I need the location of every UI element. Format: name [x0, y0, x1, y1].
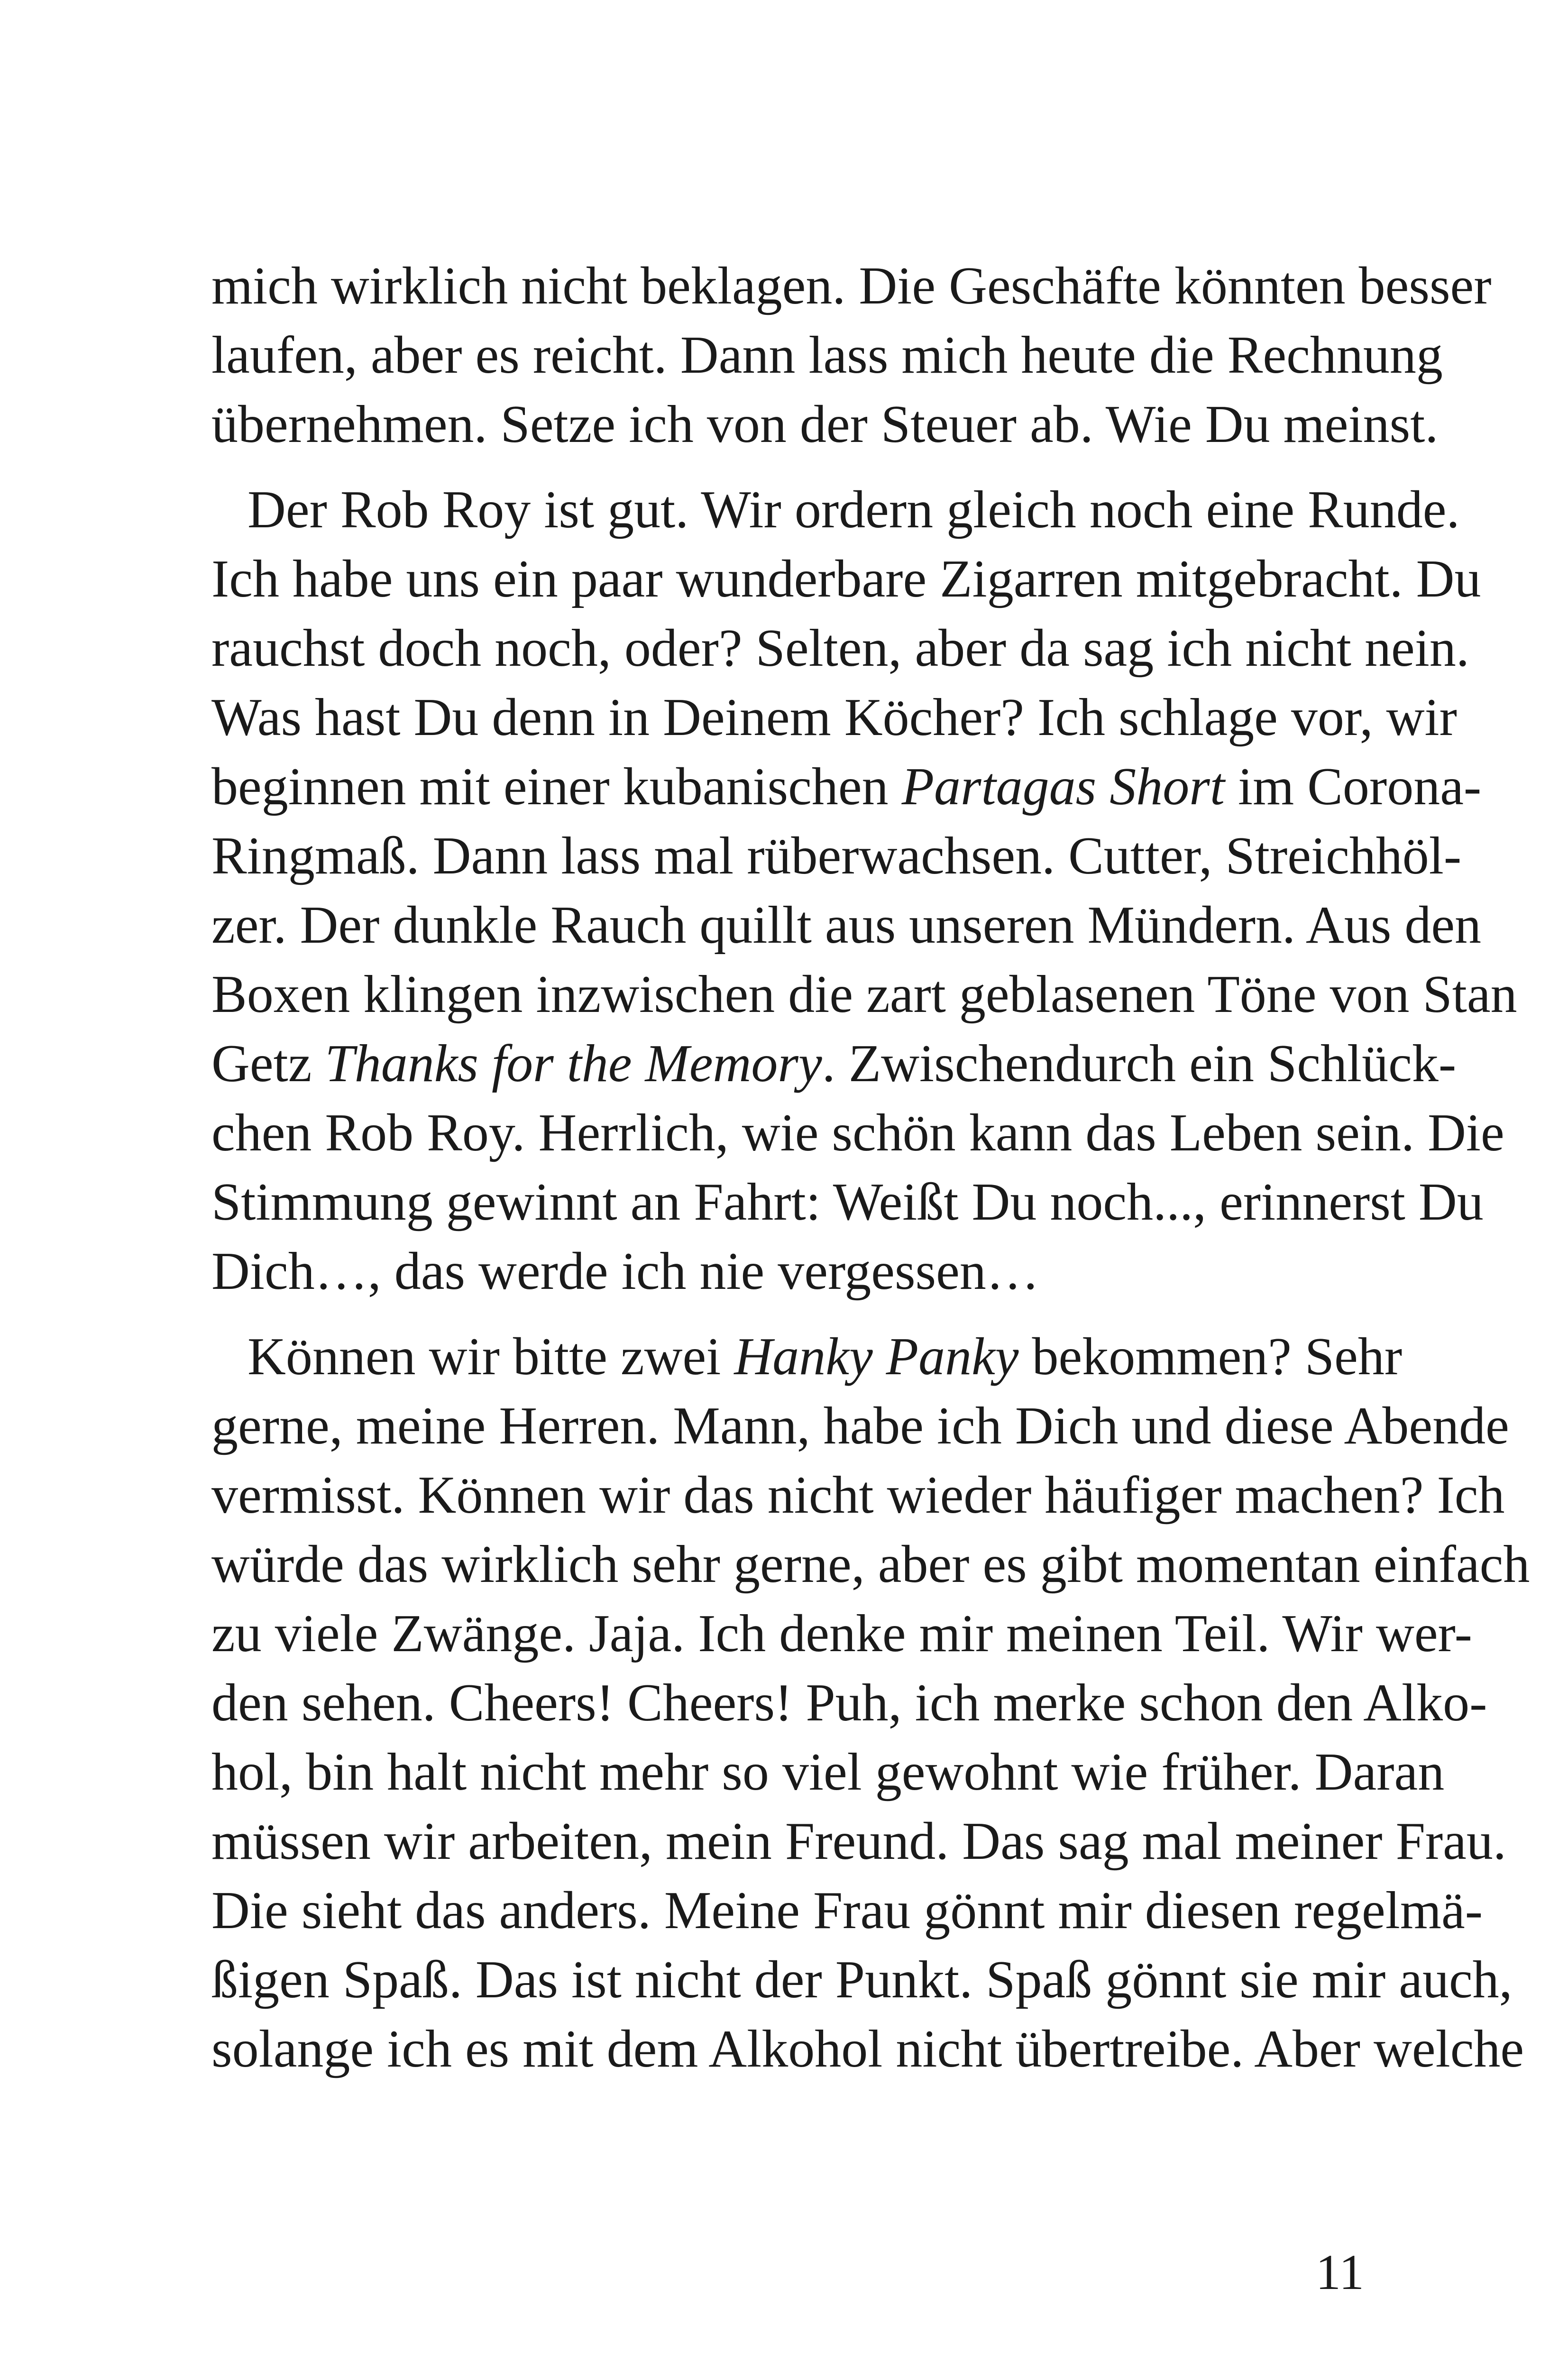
italic-title: Hanky Panky [734, 1327, 1019, 1386]
text-line: rauchst doch noch, oder? Selten, aber da sag ich nicht nein. [211, 619, 1469, 678]
text-run: bekommen? Sehr [1018, 1327, 1403, 1386]
paragraph-gap [211, 459, 1364, 475]
body-text [211, 251, 1530, 2084]
text-line [211, 1029, 1457, 1098]
text-line: chen Rob Roy. Herrlich, wie schön kann das Leben sein. Die [211, 1103, 1504, 1162]
text-line [211, 1322, 1403, 1391]
text-line: Ringmaß. Dann lass mal rüberwachsen. Cutter, Streichhöl- [211, 827, 1462, 885]
text-line [211, 752, 1482, 821]
text-line: Die sieht das anders. Meine Frau gönnt mir diesen regelmä- [211, 1881, 1483, 1940]
text-line: würde das wirklich sehr gerne, aber es gibt momentan einfach [211, 1535, 1530, 1594]
text-run: . Zwischendurch ein Schlück- [822, 1034, 1457, 1093]
text-line: mich wirklich nicht beklagen. Die Geschäfte könnten besser [211, 257, 1492, 315]
text-line: ßigen Spaß. Das ist nicht der Punkt. Spaß gönnt sie mir auch, [211, 1950, 1513, 2009]
text-line: Der Rob Roy ist gut. Wir ordern gleich noch eine Runde. [248, 480, 1460, 539]
text-line: müssen wir arbeiten, mein Freund. Das sag mal meiner Frau. [211, 1812, 1506, 1871]
text-line: zu viele Zwänge. Jaja. Ich denke mir meinen Teil. Wir wer- [211, 1604, 1472, 1663]
text-run: beginnen mit einer kubanischen [211, 757, 902, 816]
text-run: Getz [211, 1034, 325, 1093]
text-line: zer. Der dunkle Rauch quillt aus unseren Mündern. Aus den [211, 896, 1482, 955]
text-line: Ich habe uns ein paar wunderbare Zigarren mitgebracht. Du [211, 550, 1481, 608]
text-run: im Corona- [1224, 757, 1482, 816]
text-line: solange ich es mit dem Alkohol nicht übertreibe. Aber welche [211, 2020, 1524, 2078]
text-line: Stimmung gewinnt an Fahrt: Weißt Du noch..., erinnerst Du [211, 1173, 1484, 1231]
text-line: übernehmen. Setze ich von der Steuer ab. Wie Du meinst. [211, 395, 1439, 454]
page-number: 11 [1315, 2244, 1364, 2300]
paragraph-gap [211, 1306, 1364, 1322]
text-run: Können wir bitte zwei [248, 1327, 734, 1386]
text-line: den sehen. Cheers! Cheers! Puh, ich merke schon den Alko- [211, 1673, 1487, 1732]
text-line: Was hast Du denn in Deinem Köcher? Ich schlage vor, wir [211, 688, 1457, 747]
text-line: Dich…, das werde ich nie vergessen… [211, 1242, 1039, 1301]
text-line: hol, bin halt nicht mehr so viel gewohnt wie früher. Daran [211, 1743, 1445, 1801]
text-line: vermisst. Können wir das nicht wieder häufiger machen? Ich [211, 1466, 1505, 1525]
text-line: laufen, aber es reicht. Dann lass mich heute die Rechnung [211, 326, 1443, 385]
text-line: gerne, meine Herren. Mann, habe ich Dich und diese Abende [211, 1397, 1509, 1455]
italic-title: Partagas Short [901, 757, 1225, 816]
italic-title: Thanks for the Memory [325, 1034, 822, 1093]
text-line: Boxen klingen inzwischen die zart geblasenen Töne von Stan [211, 965, 1517, 1024]
